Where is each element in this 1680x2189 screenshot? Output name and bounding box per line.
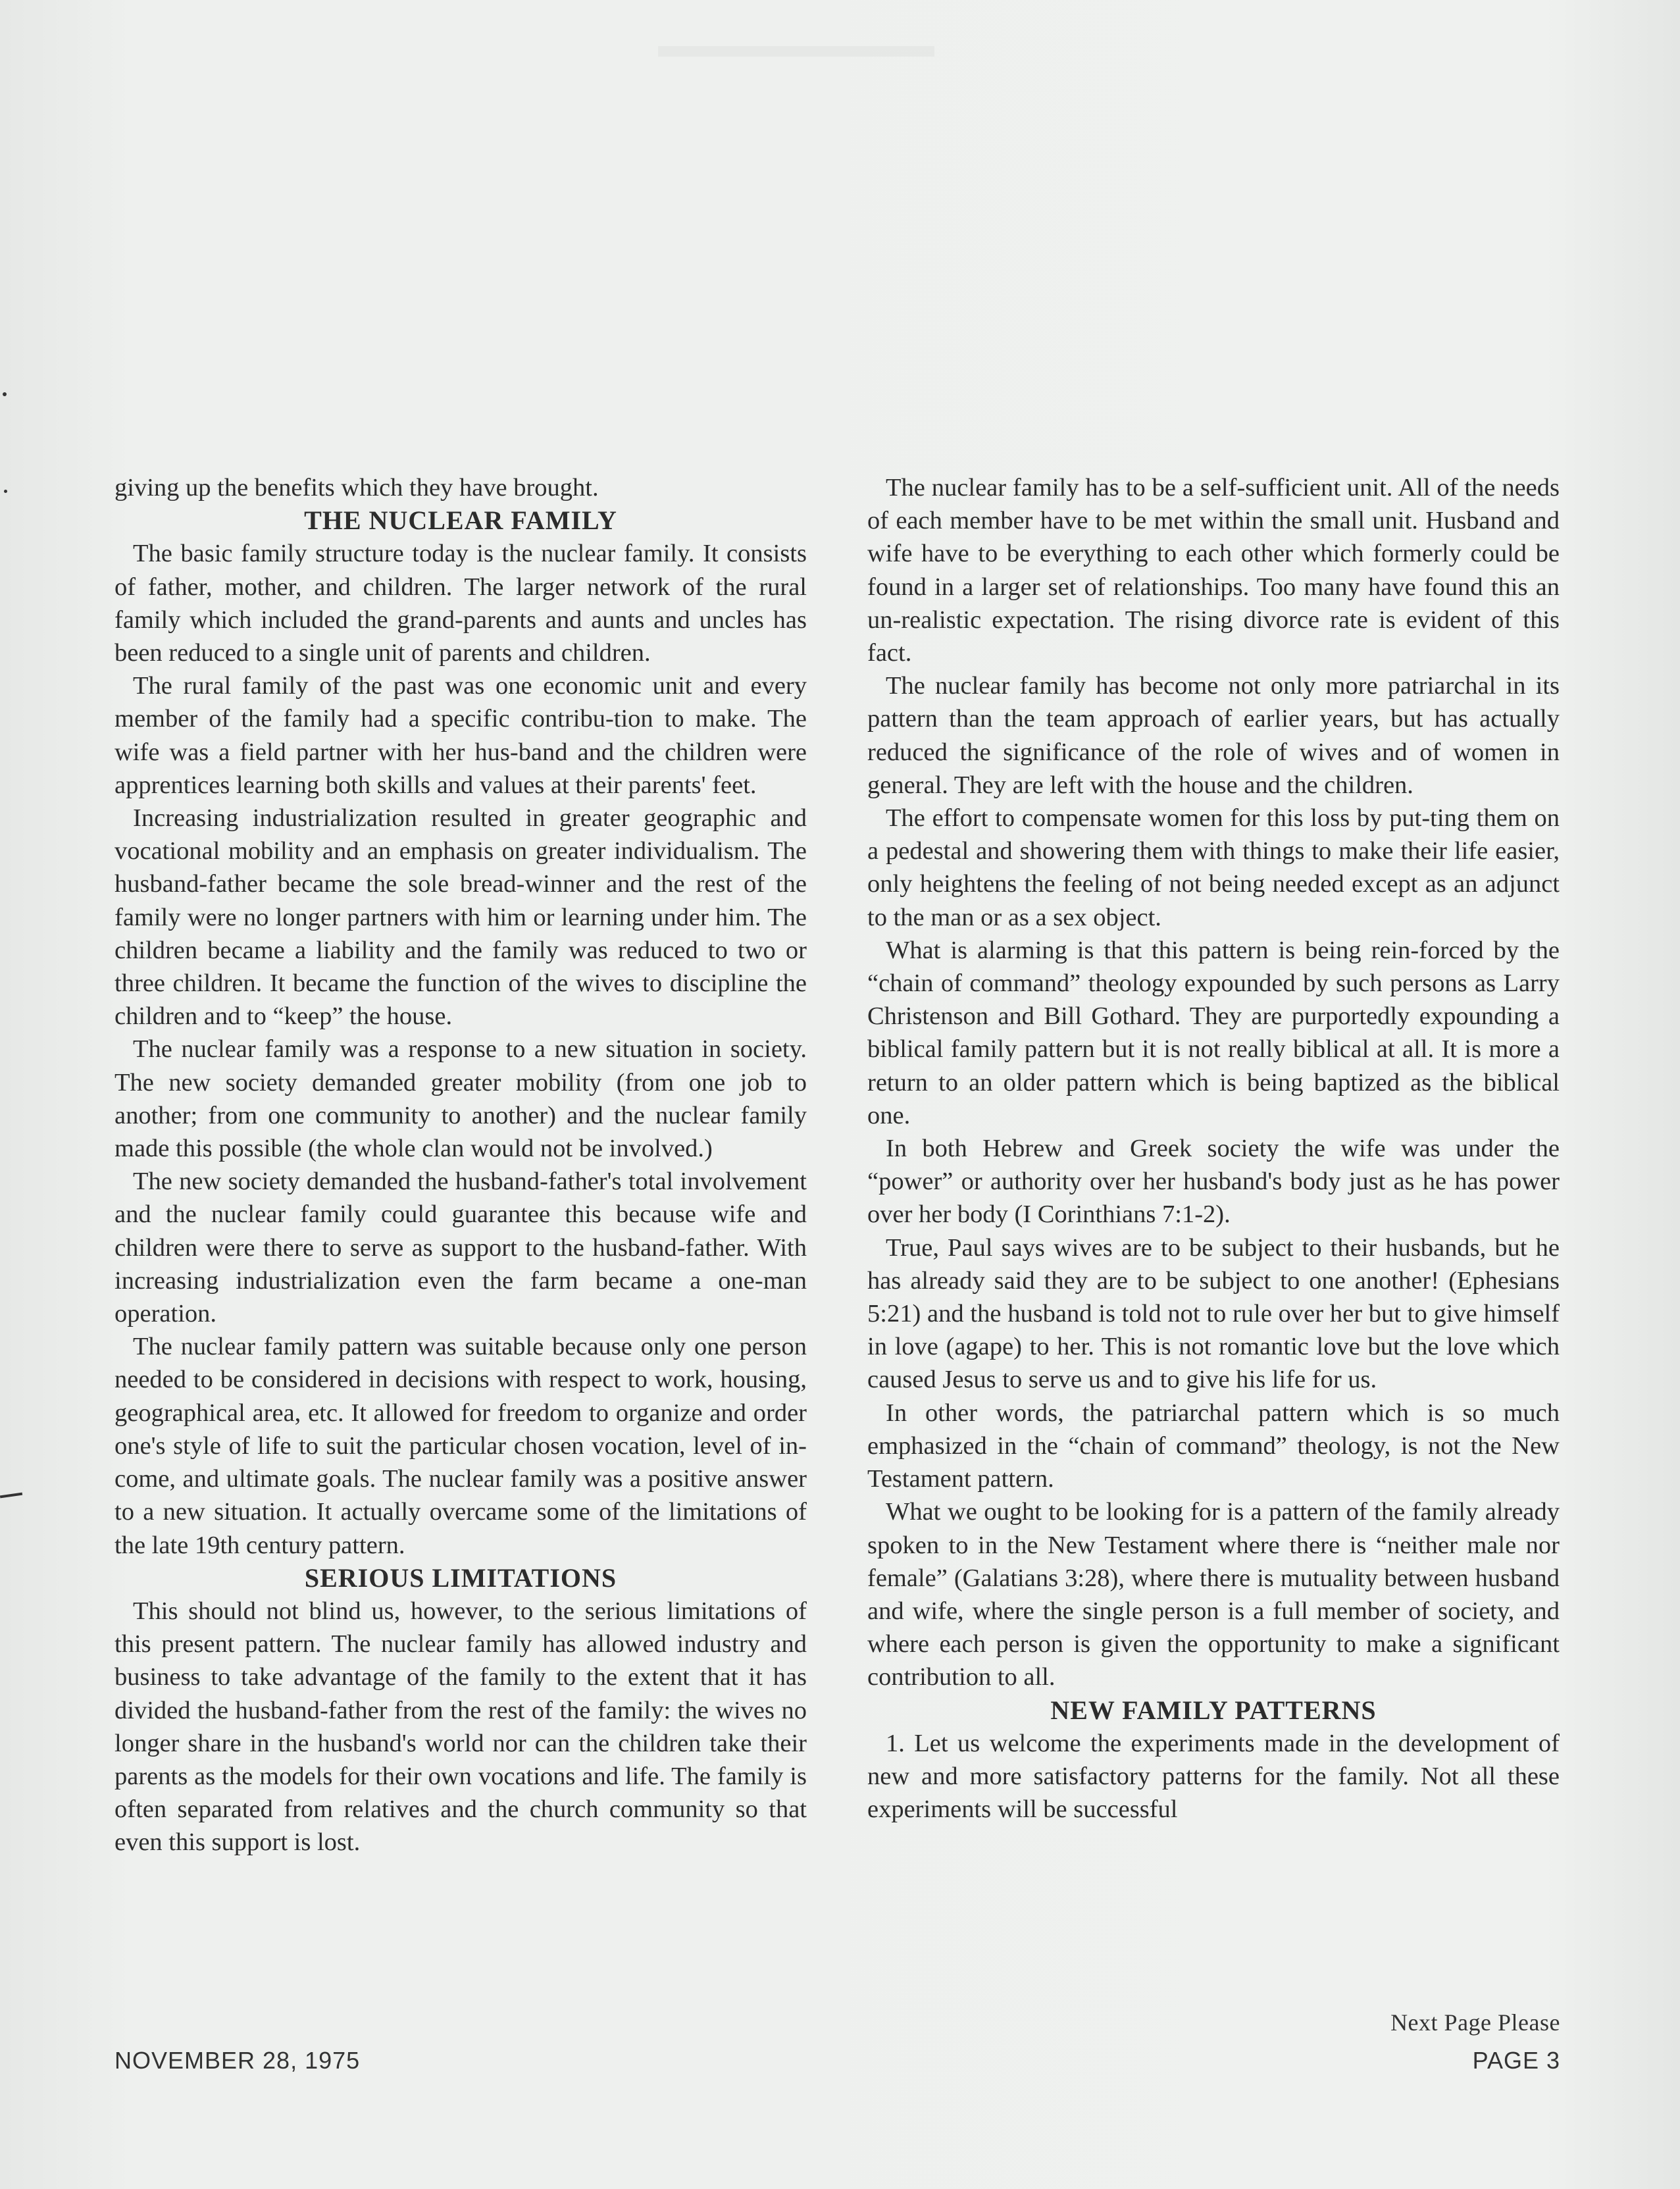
paragraph: The nuclear family has to be a self-sufficient unit. All of the needs of each member have to be met within the small unit. Husband and wife have to be everything to each other which formerly could be found in a larger set of relationships. Too many have found this an un-realistic expectation. The rising divorce rate is evident of this fact. xyxy=(867,474,1560,667)
heading-new-family-patterns: NEW FAMILY PATTERNS xyxy=(1050,1695,1377,1725)
footer-page-number: PAGE 3 xyxy=(1472,2047,1560,2074)
margin-speck xyxy=(4,490,7,493)
footer-date: NOVEMBER 28, 1975 xyxy=(115,2047,361,2074)
bleed-through-shadow xyxy=(658,46,934,57)
paragraph: The nuclear family has become not only more patriarchal in its pattern than the team approach of earlier years, but has actually reduced the significance of the role of wives and of women in general. They are left with the house and the children. xyxy=(867,672,1560,799)
paragraph: In both Hebrew and Greek society the wife was under the “power” or authority over her husband's body just as he has power over her body (I Corinthians 7:1-2). xyxy=(867,1135,1560,1229)
paragraph: The basic family structure today is the nuclear family. It consists of father, mother, and children. The larger network of the rural family which included the grand-parents and aunts and uncles has been reduced to a single unit of parents and children. xyxy=(115,540,807,667)
paragraph: What we ought to be looking for is a pattern of the family already spoken to in the New Testament where there is “neither male nor female” (Galatians 3:28), where there is mutuality between husband and wife, where the single person is a full member of society, and where each person is given the opportunity to make a significant contribution to all. xyxy=(867,1498,1560,1691)
next-page-note: Next Page Please xyxy=(1390,2009,1560,2036)
paragraph: 1. Let us welcome the experiments made in the development of new and more satisfactory patterns for the family. Not all these experiments will be successful xyxy=(867,1729,1560,1824)
intro-line: giving up the benefits which they have brought. xyxy=(115,474,599,502)
paragraph: Increasing industrialization resulted in greater geographic and vocational mobility and an emphasis on greater individualism. The husband-father became the sole bread-winner and the rest of the family were no longer partners with him or learning under him. The children became a liability and the family was reduced to two or three children. It became the function of the wives to discipline the children and to “keep” the house. xyxy=(115,804,807,1031)
paragraph: This should not blind us, however, to the serious limitations of this present pattern. The nuclear family has allowed industry and business to take advantage of the family to the extent that it has divided the husband-father from the rest of the family: the wives no longer share in the husband's world nor can the children take their parents as the models for their own vocations and life. The family is often separated from relatives and the church community so that even this support is lost. xyxy=(115,1597,807,1857)
paragraph: In other words, the patriarchal pattern which is so much emphasized in the “chain of command” theology, is not the New Testament pattern. xyxy=(867,1399,1560,1493)
heading-serious-limitations: SERIOUS LIMITATIONS xyxy=(304,1562,617,1593)
paragraph: The new society demanded the husband-father's total involvement and the nuclear family could guarantee this because wife and children were there to serve as support to the husband-father. With increasing industrialization even the farm became a one-man operation. xyxy=(115,1168,807,1328)
paragraph: What is alarming is that this pattern is being rein-forced by the “chain of command” theology expounded by such persons as Larry Christenson and Bill Gothard. They are purportedly expounding a biblical family pattern but it is not really biblical at all. It is more a return to an older pattern which is being baptized as the biblical one. xyxy=(867,936,1560,1129)
heading-nuclear-family: THE NUCLEAR FAMILY xyxy=(304,505,617,536)
margin-speck xyxy=(3,392,7,396)
margin-mark xyxy=(0,1493,22,1499)
paragraph: The nuclear family was a response to a new situation in society. The new society demanded greater mobility (from one job to another; from one community to another) and the nuclear family made this possible (the whole clan would not be involved.) xyxy=(115,1035,807,1163)
paragraph: The rural family of the past was one economic unit and every member of the family had a specific contribu-tion to make. The wife was a field partner with her hus-band and the children were apprentices learning both skills and values at their parents' feet. xyxy=(115,672,807,799)
paragraph: The effort to compensate women for this loss by put-ting them on a pedestal and showering them with things to make their life easier, only heightens the feeling of not being needed except as an adjunct to the man or as a sex object. xyxy=(867,804,1560,931)
right-column xyxy=(867,471,1560,1826)
left-column xyxy=(115,471,807,1859)
paragraph: The nuclear family pattern was suitable because only one person needed to be considered in decisions with respect to work, housing, geographical area, etc. It allowed for freedom to organize and order one's style of life to suit the particular chosen vocation, level of in-come, and ultimate goals. The nuclear family was a positive answer to a new situation. It actually overcame some of the limitations of the late 19th century pattern. xyxy=(115,1333,807,1559)
paragraph: True, Paul says wives are to be subject to their husbands, but he has already said they are to be subject to one another! (Ephesians 5:21) and the husband is told not to rule over her but to give himself in love (agape) to her. This is not romantic love but the love which caused Jesus to serve us and to give his life for us. xyxy=(867,1233,1560,1394)
